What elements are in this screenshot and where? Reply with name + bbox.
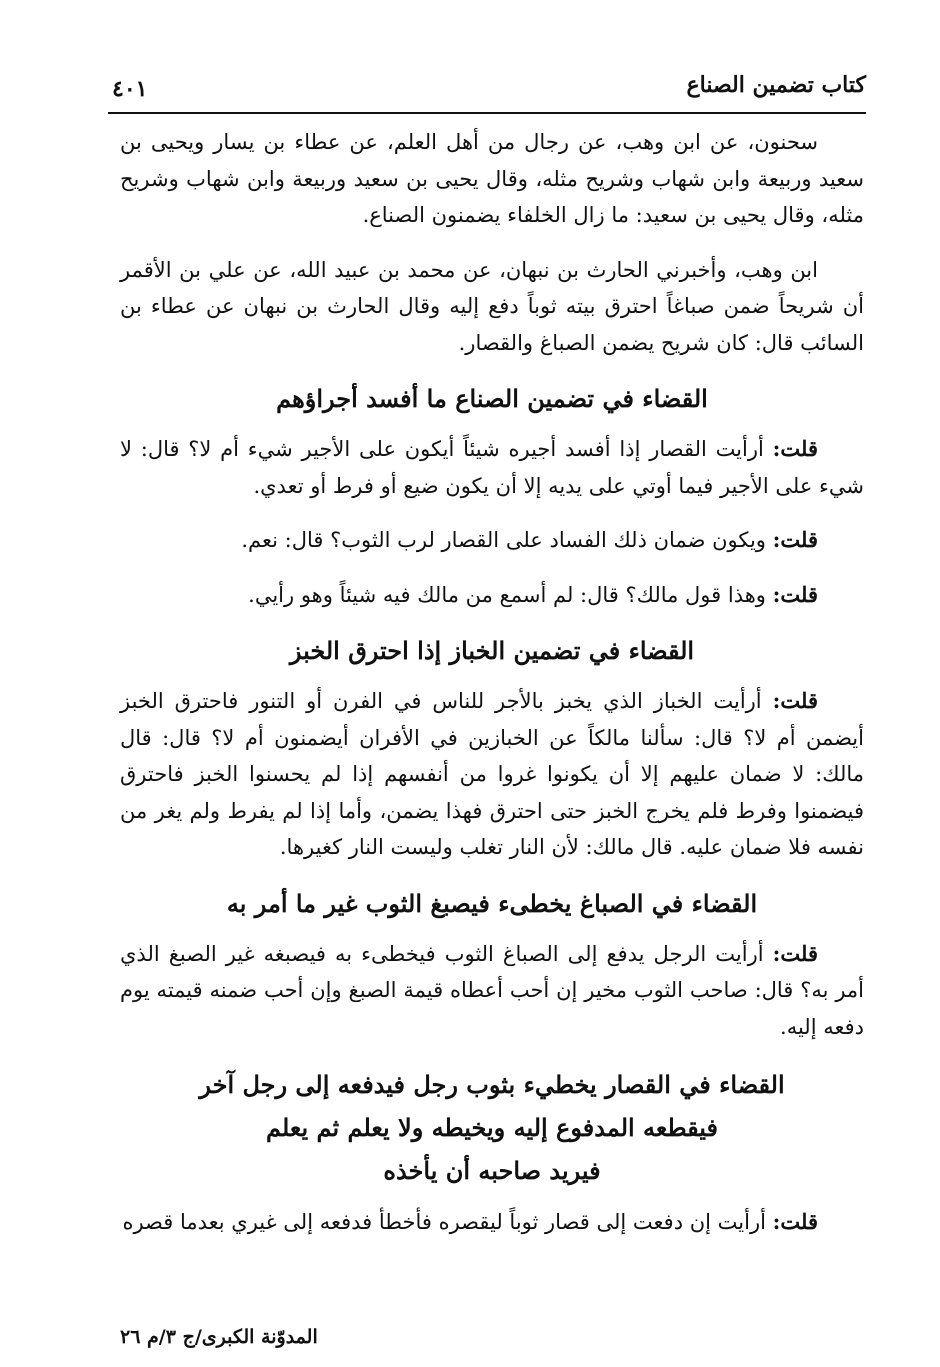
- paragraph-8: [120, 1204, 864, 1241]
- qult-label: قلت:: [772, 581, 818, 607]
- paragraph-1: سحنون، عن ابن وهب، عن رجال من أهل العلم، عن عطاء بن يسار ويحيى بن سعيد وربيعة وابن شهاب وشريح مثله، وقال يحيى بن سعيد وربيعة وابن شهاب وشريح مثله، وقال يحيى بن سعيد: ما زال الخلفاء يضمنون الصناع.: [120, 130, 864, 227]
- paragraph-3: [120, 431, 864, 504]
- section-heading-2: القضاء في تضمين الخباز إذا احترق الخبز: [289, 636, 695, 665]
- book-chapter-title: كتاب تضمين الصناع: [686, 72, 866, 98]
- paragraph-7: [120, 936, 864, 1046]
- paragraph-4-text: ويكون ضمان ذلك الفساد على القصار لرب الثوب؟ قال: نعم.: [241, 528, 766, 552]
- paragraph-5: [120, 577, 864, 614]
- paragraph-4: [120, 522, 864, 559]
- section-heading-3: القضاء في الصباغ يخطىء فيصبغ الثوب غير ما أمر به: [226, 888, 758, 918]
- section-heading-4-line-2: فيقطعه المدفوع إليه ويخيطه ولا يعلم ثم يعلم: [265, 1113, 719, 1142]
- qult-label: قلت:: [772, 940, 818, 966]
- running-header: [108, 62, 866, 114]
- page-body: [120, 124, 864, 1259]
- section-heading-4-line-3: فيريد صاحبه أن يأخذه: [383, 1156, 601, 1185]
- qult-label: قلت:: [772, 688, 818, 713]
- section-heading-4: [120, 1063, 864, 1192]
- section-heading-4-line-1: القضاء في القصار يخطيء بثوب رجل فيدفعه إلى رجل آخر: [199, 1070, 785, 1099]
- paragraph-6-text: أرأيت الخباز الذي يخبز بالأجر للناس في الفرن أو التنور فاحترق الخبز أيضمن أم لا؟ قال: سألنا مالكاً عن الخبازين في الأفران أيضمنون أم لا؟ قال: قال مالك: لا ضمان عليهم إلا أن يكونوا غروا من أنفسهم إذا لم يحسنوا الخبز فاحترق فيضمنوا وفرط فلم يخرج الخبز حتى احترق فهذا يضمن، وأما إذا لم يفرط ولم يغر من نفسه فلا ضمان عليه. قال مالك: لأن النار تغلب وليست النار كغيرها.: [120, 689, 864, 859]
- qult-label: قلت:: [772, 436, 818, 461]
- paragraph-5-text: وهذا قول مالك؟ قال: لم أسمع من مالك فيه شيئاً وهو رأيي.: [248, 582, 766, 607]
- paragraph-7-text: أرأيت الرجل يدفع إلى الصباغ الثوب فيخطىء به فيصبغه غير الصبغ الذي أمر به؟ قال: صاحب الثوب مخير إن أحب أعطاه قيمة الصبغ وإن أحب ضمنه قيمته يوم دفعه إليه.: [120, 941, 864, 1039]
- section-heading-1: القضاء في تضمين الصناع ما أفسد أجراؤهم: [276, 384, 708, 413]
- paragraph-6: [120, 683, 864, 866]
- qult-label: قلت:: [772, 527, 818, 552]
- footer-signature: المدوّنة الكبرى/ج ٣/م ٢٦: [120, 1326, 318, 1348]
- qult-label: قلت:: [772, 1209, 818, 1234]
- paragraph-8-text: أرأيت إن دفعت إلى قصار ثوباً ليقصره فأخطأ فدفعه إلى غيري بعدما قصره: [122, 1210, 766, 1234]
- page-number: ٤٠١: [112, 76, 148, 102]
- paragraph-3-text: أرأيت القصار إذا أفسد أجيره شيئاً أيكون على الأجير شيء أم لا؟ قال: لا شيء على الأجير فيما أوتي على يديه إلا أن يكون ضيع أو فرط أو تعدي.: [120, 437, 864, 498]
- paragraph-2: ابن وهب، وأخبرني الحارث بن نبهان، عن محمد بن عبيد الله، عن علي بن الأقمر أن شريحاً ضمن صباغاً احترق بيته ثوباً دفع إليه وقال الحارث بن نبهان عن عطاء بن السائب قال: كان شريح يضمن الصباغ والقصار.: [120, 257, 864, 355]
